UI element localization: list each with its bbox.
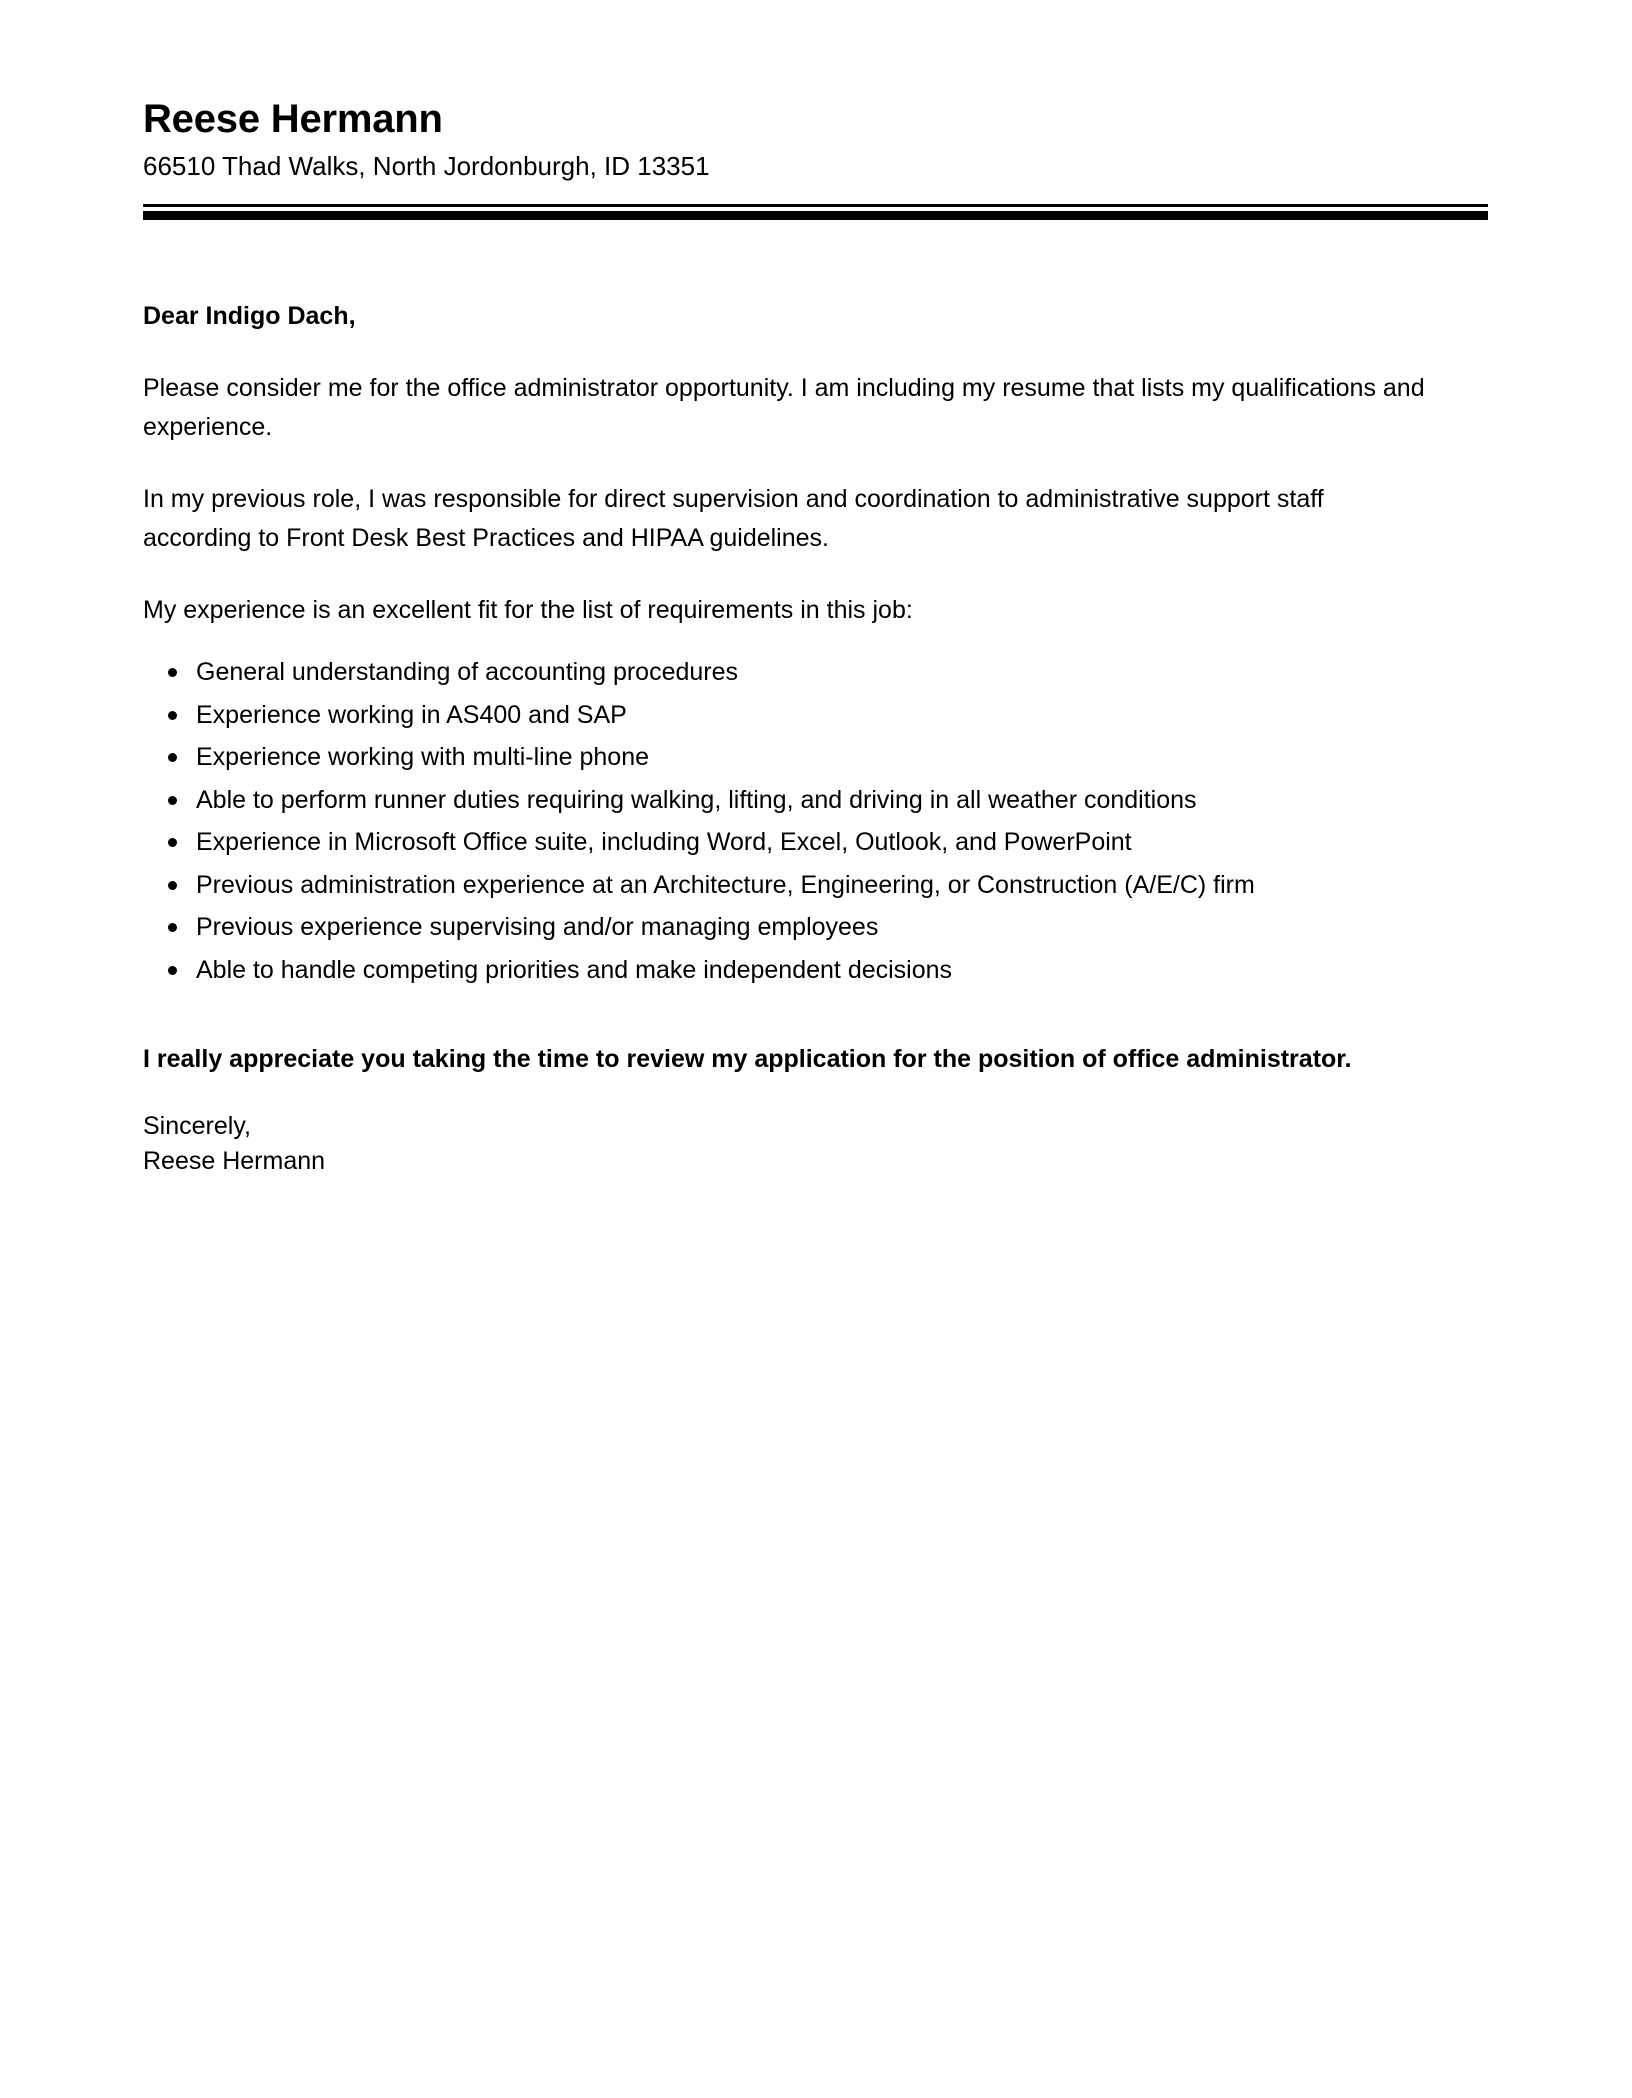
- list-item: [143, 784, 1433, 827]
- list-item: [143, 826, 1433, 869]
- requirements-lead-in: My experience is an excellent fit for the list of requirements in this job:: [143, 595, 913, 624]
- header-divider: [143, 204, 1488, 220]
- bullet-icon: [168, 668, 177, 677]
- bullet-icon: [168, 711, 177, 720]
- divider-thick-bar: [143, 211, 1488, 220]
- bullet-icon: [168, 966, 177, 975]
- signature-block: [143, 1109, 1433, 1180]
- valediction: Sincerely,: [143, 1111, 251, 1140]
- list-item: [143, 741, 1433, 784]
- bullet-icon: [168, 796, 177, 805]
- signature-name: Reese Hermann: [143, 1147, 326, 1176]
- list-item-label: General understanding of accounting procedures: [196, 658, 739, 687]
- sender-address: 66510 Thad Walks, North Jordonburgh, ID 13351: [143, 151, 710, 182]
- closing-statement: I really appreciate you taking the time to review my application for the position of office administrator.: [143, 1045, 1352, 1074]
- list-item-label: Able to perform runner duties requiring walking, lifting, and driving in all weather conditions: [196, 785, 1197, 814]
- list-item: [143, 911, 1433, 954]
- bullet-icon: [168, 753, 177, 762]
- paragraph-previous-role: In my previous role, I was responsible for direct supervision and coordination to administrative support staff according to Front Desk Best Practices and HIPAA guidelines.: [143, 484, 1324, 553]
- list-item-label: Experience working with multi-line phone: [196, 743, 650, 772]
- bullet-icon: [168, 881, 177, 890]
- list-item: [143, 656, 1433, 699]
- requirements-list: [143, 656, 1433, 996]
- list-item-label: Able to handle competing priorities and make independent decisions: [196, 955, 953, 984]
- bullet-icon: [168, 923, 177, 932]
- salutation: Dear Indigo Dach,: [143, 302, 356, 331]
- list-item-label: Previous experience supervising and/or managing employees: [196, 913, 879, 942]
- letterhead: [143, 0, 1489, 184]
- list-item: [143, 699, 1433, 742]
- list-item-label: Previous administration experience at an Architecture, Engineering, or Construction (A/E/C) firm: [196, 870, 1255, 899]
- bullet-icon: [168, 838, 177, 847]
- list-item: [143, 954, 1433, 997]
- list-item-label: Experience in Microsoft Office suite, including Word, Excel, Outlook, and PowerPoint: [196, 828, 1132, 857]
- letter-body: [143, 298, 1433, 1179]
- list-item-label: Experience working in AS400 and SAP: [196, 700, 627, 729]
- list-item: [143, 869, 1433, 912]
- sender-name: Reese Hermann: [143, 97, 443, 141]
- paragraph-intro: Please consider me for the office administrator opportunity. I am including my resume that lists my qualifications and experience.: [143, 373, 1425, 442]
